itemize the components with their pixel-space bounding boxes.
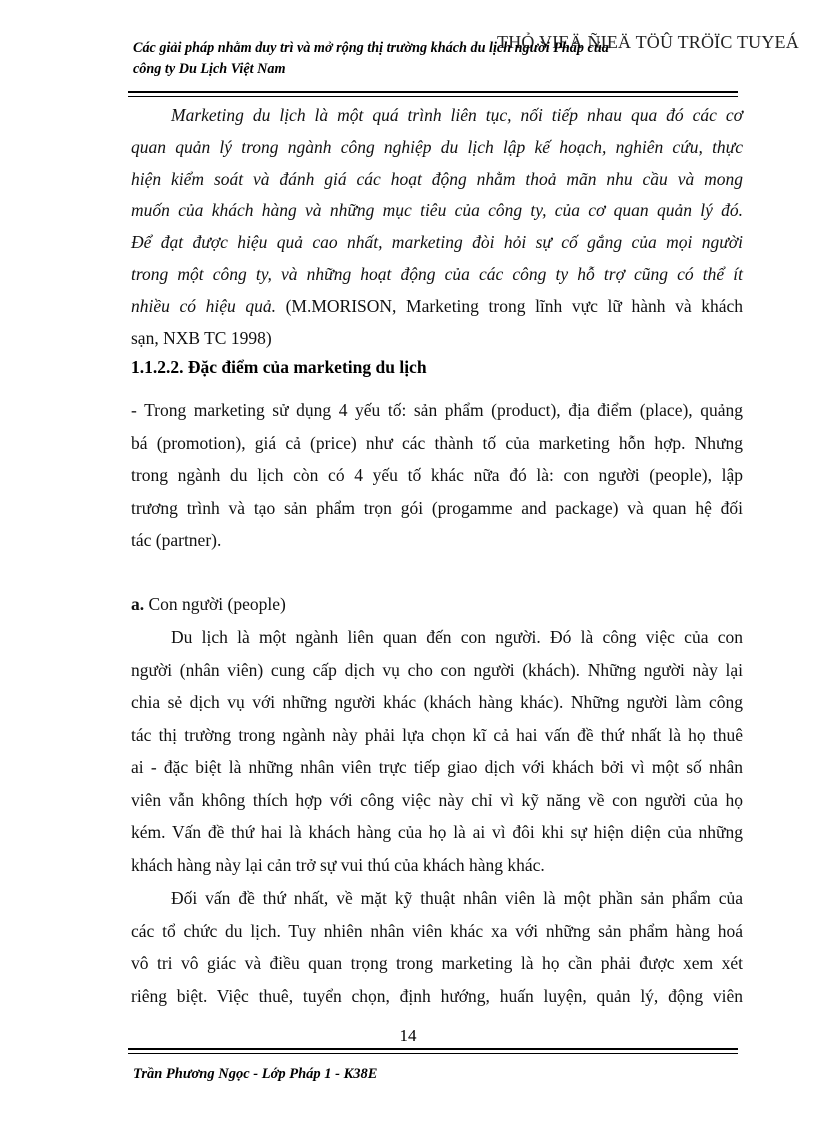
running-header xyxy=(133,38,733,80)
staff-line: Đối vấn đề thứ nhất, về mặt kỹ thuật nhân viên là một phần sản phẩm của xyxy=(171,888,743,908)
people-paragraph xyxy=(131,621,743,881)
header-rule-thin xyxy=(128,96,738,97)
page-number: 14 xyxy=(399,1026,417,1045)
people-line: người (nhân viên) cung cấp dịch vụ cho con người (khách). Những người này lại xyxy=(131,659,743,680)
people-line: kém. Vấn đề thứ hai là khách hàng của họ là ai vì đôi khi sự hiện diện của những xyxy=(131,822,743,842)
citation-text: (M.MORISON, Marketing trong lĩnh vực lữ hành và khách xyxy=(275,295,743,316)
header-line-1: Các giải pháp nhằm duy trì và mở rộng thị trường khách du lịch người Pháp của xyxy=(133,40,609,56)
intro-line: muốn của khách hàng và những mục tiêu của công ty, của cơ quan quản lý đó. xyxy=(131,200,743,221)
subheading-people xyxy=(131,588,743,620)
features-line: tác (partner). xyxy=(131,530,222,551)
features-line: trương trình và tạo sản phẩm trọn gói (progamme and package) và quan hệ đối xyxy=(131,497,743,518)
features-line: trong ngành du lịch còn có 4 yếu tố khác nữa đó là: con người (people), lập xyxy=(131,465,743,486)
footer-rule-thin xyxy=(128,1053,738,1054)
intro-line: trong một công ty, và những hoạt động của các công ty hỗ trợ cũng có thể ít xyxy=(131,263,743,284)
features-line: bá (promotion), giá cả (price) như các thành tố của marketing hỗn hợp. Nhưng xyxy=(131,432,743,453)
subheading-label: a. xyxy=(131,594,145,614)
intro-line: hiện kiểm soát và đánh giá các hoạt động nhằm thoả mãn nhu cầu và mong xyxy=(131,168,743,189)
intro-paragraph xyxy=(131,100,743,354)
people-line: viên vẫn không thích hợp với công việc này chỉ vì kỹ năng về con người của họ xyxy=(131,789,743,810)
citation-text-end: sạn, NXB TC 1998) xyxy=(131,327,272,348)
people-line: chia sẻ dịch vụ với những người khác (khách hàng khác). Những người làm công xyxy=(131,692,743,712)
people-line: khách hàng này lại cản trở sự vui thú của khách hàng khác. xyxy=(131,854,545,875)
footer-rule-thick xyxy=(128,1048,738,1050)
section-heading: 1.1.2.2. Đặc điểm của marketing du lịch xyxy=(131,357,427,377)
features-line: - Trong marketing sử dụng 4 yếu tố: sản phẩm (product), địa điểm (place), quảng xyxy=(131,400,743,420)
staff-line: các tổ chức du lịch. Tuy nhiên nhân viên khác xa với những sản phẩm hàng hoá xyxy=(131,920,743,941)
intro-italic-end: nhiều có hiệu quả. xyxy=(131,295,276,316)
staff-line: riêng biệt. Việc thuê, tuyển chọn, định hướng, huấn luyện, quản lý, động viên xyxy=(131,985,743,1006)
people-line: tác thị trường trong ngành này phải lựa chọn kĩ cả hai vấn đề thứ nhất là họ thuê xyxy=(131,724,743,745)
watermark-text: THỎ VIEÄ ÑIEÄ TÖÛ TRÖÏC TUYEÁ xyxy=(497,32,799,52)
header-rule-thick xyxy=(128,91,738,93)
subheading-text: Con người (people) xyxy=(144,594,286,614)
intro-line: quan quản lý trong ngành công nghiệp du lịch lập kế hoạch, nghiên cứu, thực xyxy=(131,136,743,157)
staff-line: vô tri vô giác và điều quan trọng trong marketing là họ cần phải được xem xét xyxy=(131,953,743,973)
people-line: ai - đặc biệt là những nhân viên trực tiếp giao dịch với khách bởi vì một số nhân xyxy=(131,757,743,777)
header-line-2: công ty Du Lịch Việt Nam xyxy=(133,61,286,77)
intro-line-citation xyxy=(131,291,743,323)
staff-paragraph xyxy=(131,882,743,1012)
intro-line: Để đạt được hiệu quả cao nhất, marketing đòi hỏi sự cố gắng của mọi người xyxy=(131,232,743,253)
intro-line: Marketing du lịch là một quá trình liên tục, nối tiếp nhau qua đó các cơ xyxy=(171,105,743,125)
people-line: Du lịch là một ngành liên quan đến con người. Đó là công việc của con xyxy=(171,627,743,647)
features-paragraph xyxy=(131,394,743,557)
running-footer: Trần Phương Ngọc - Lớp Pháp 1 - K38E xyxy=(133,1066,378,1082)
